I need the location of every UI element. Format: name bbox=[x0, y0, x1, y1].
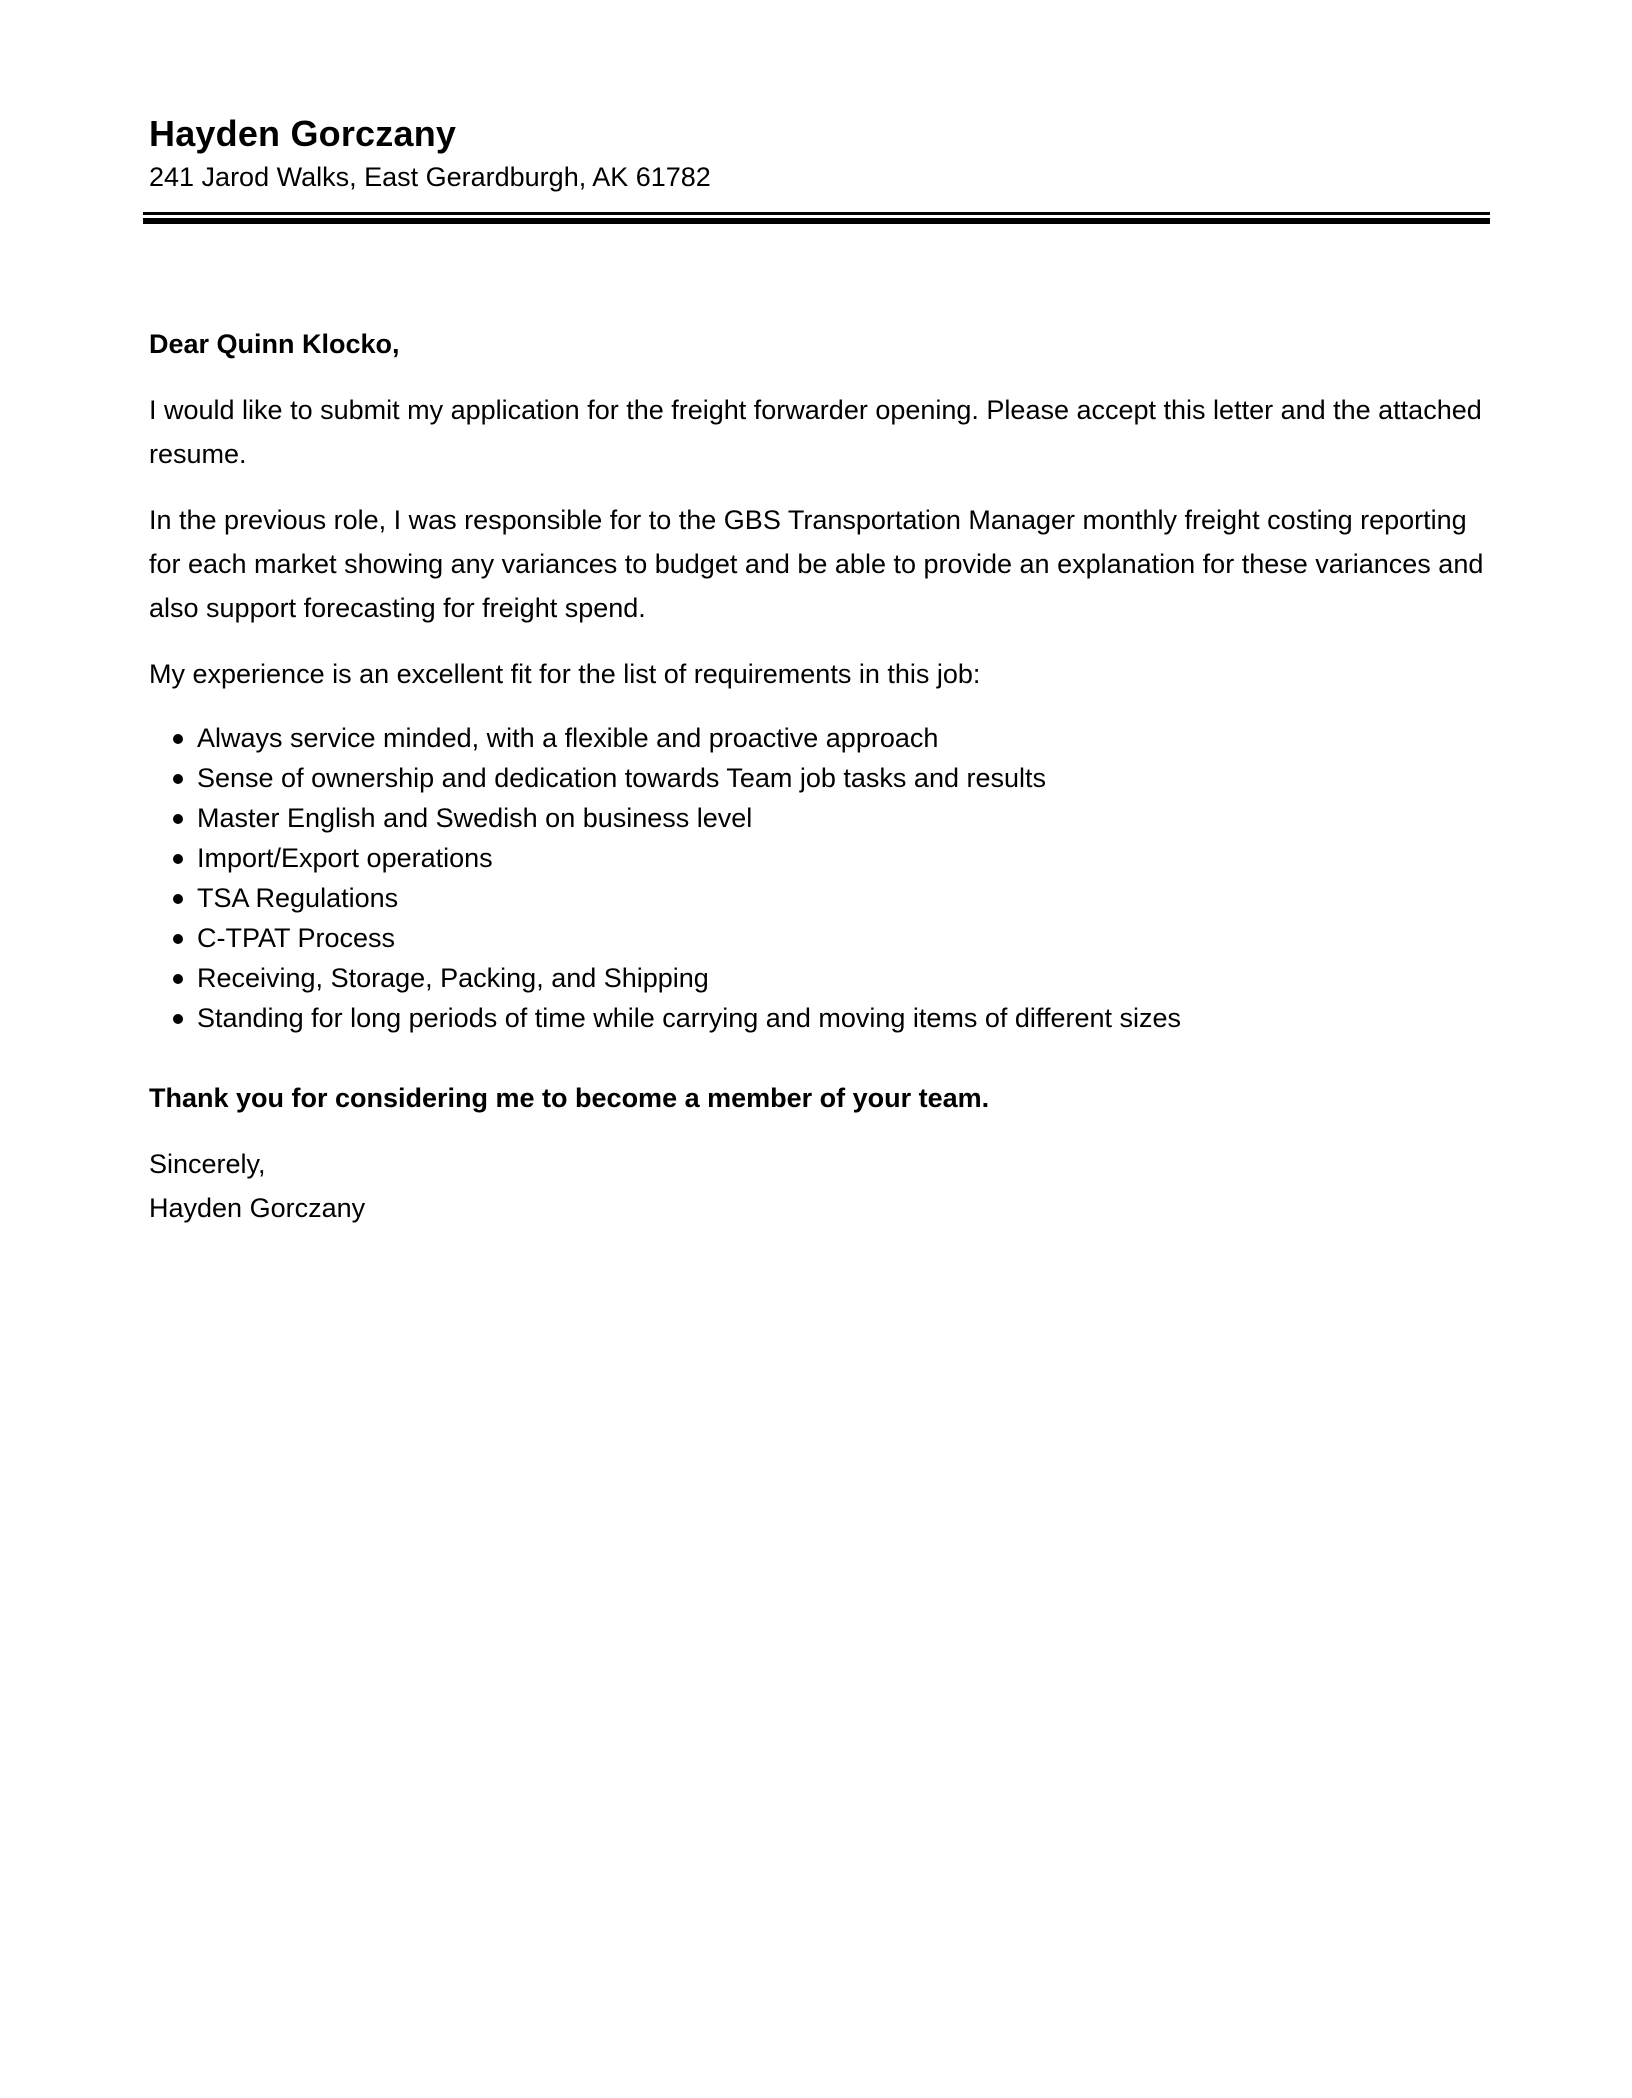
header-divider-thin bbox=[143, 212, 1490, 215]
list-item-text: Receiving, Storage, Packing, and Shipping bbox=[197, 963, 709, 993]
closing-statement: Thank you for considering me to become a member of your team. bbox=[149, 1083, 990, 1113]
list-item bbox=[149, 798, 1489, 838]
list-item bbox=[149, 718, 1489, 758]
salutation: Dear Quinn Klocko, bbox=[149, 329, 400, 359]
paragraph-requirements-intro: My experience is an excellent fit for the list of requirements in this job: bbox=[149, 659, 981, 689]
bullet-icon bbox=[173, 1014, 183, 1024]
list-item bbox=[149, 878, 1489, 918]
bullet-icon bbox=[173, 854, 183, 864]
list-item-text: Sense of ownership and dedication towards Team job tasks and results bbox=[197, 763, 1046, 793]
signoff: Sincerely, bbox=[149, 1149, 266, 1179]
bullet-icon bbox=[173, 974, 183, 984]
list-item-text: Always service minded, with a flexible and proactive approach bbox=[197, 723, 939, 753]
list-item-text: Import/Export operations bbox=[197, 843, 493, 873]
list-item-text: C-TPAT Process bbox=[197, 923, 396, 953]
list-item bbox=[149, 838, 1489, 878]
bullet-icon bbox=[173, 894, 183, 904]
list-item bbox=[149, 918, 1489, 958]
bullet-icon bbox=[173, 814, 183, 824]
letter-header bbox=[149, 112, 1489, 196]
signature-name: Hayden Gorczany bbox=[149, 1193, 366, 1223]
paragraph-experience: In the previous role, I was responsible for to the GBS Transportation Manager monthly freight costing reporting for each market showing any variances to budget and be able to provide an explanation for these variances and also support forecasting for freight spend. bbox=[149, 505, 1484, 623]
letter-body bbox=[149, 322, 1489, 1230]
list-item-text: Standing for long periods of time while carrying and moving items of different sizes bbox=[197, 1003, 1181, 1033]
sender-name: Hayden Gorczany bbox=[149, 113, 457, 154]
bullet-icon bbox=[173, 934, 183, 944]
header-divider-thick bbox=[143, 218, 1490, 224]
paragraph-intro: I would like to submit my application for the freight forwarder opening. Please accept this letter and the attached resume. bbox=[149, 395, 1482, 469]
sender-address: 241 Jarod Walks, East Gerardburgh, AK 61782 bbox=[149, 162, 711, 192]
list-item bbox=[149, 998, 1489, 1038]
list-item-text: TSA Regulations bbox=[197, 883, 399, 913]
bullet-icon bbox=[173, 774, 183, 784]
list-item bbox=[149, 958, 1489, 998]
list-item-text: Master English and Swedish on business level bbox=[197, 803, 753, 833]
requirements-list bbox=[149, 718, 1489, 1038]
bullet-icon bbox=[173, 734, 183, 744]
list-item bbox=[149, 758, 1489, 798]
